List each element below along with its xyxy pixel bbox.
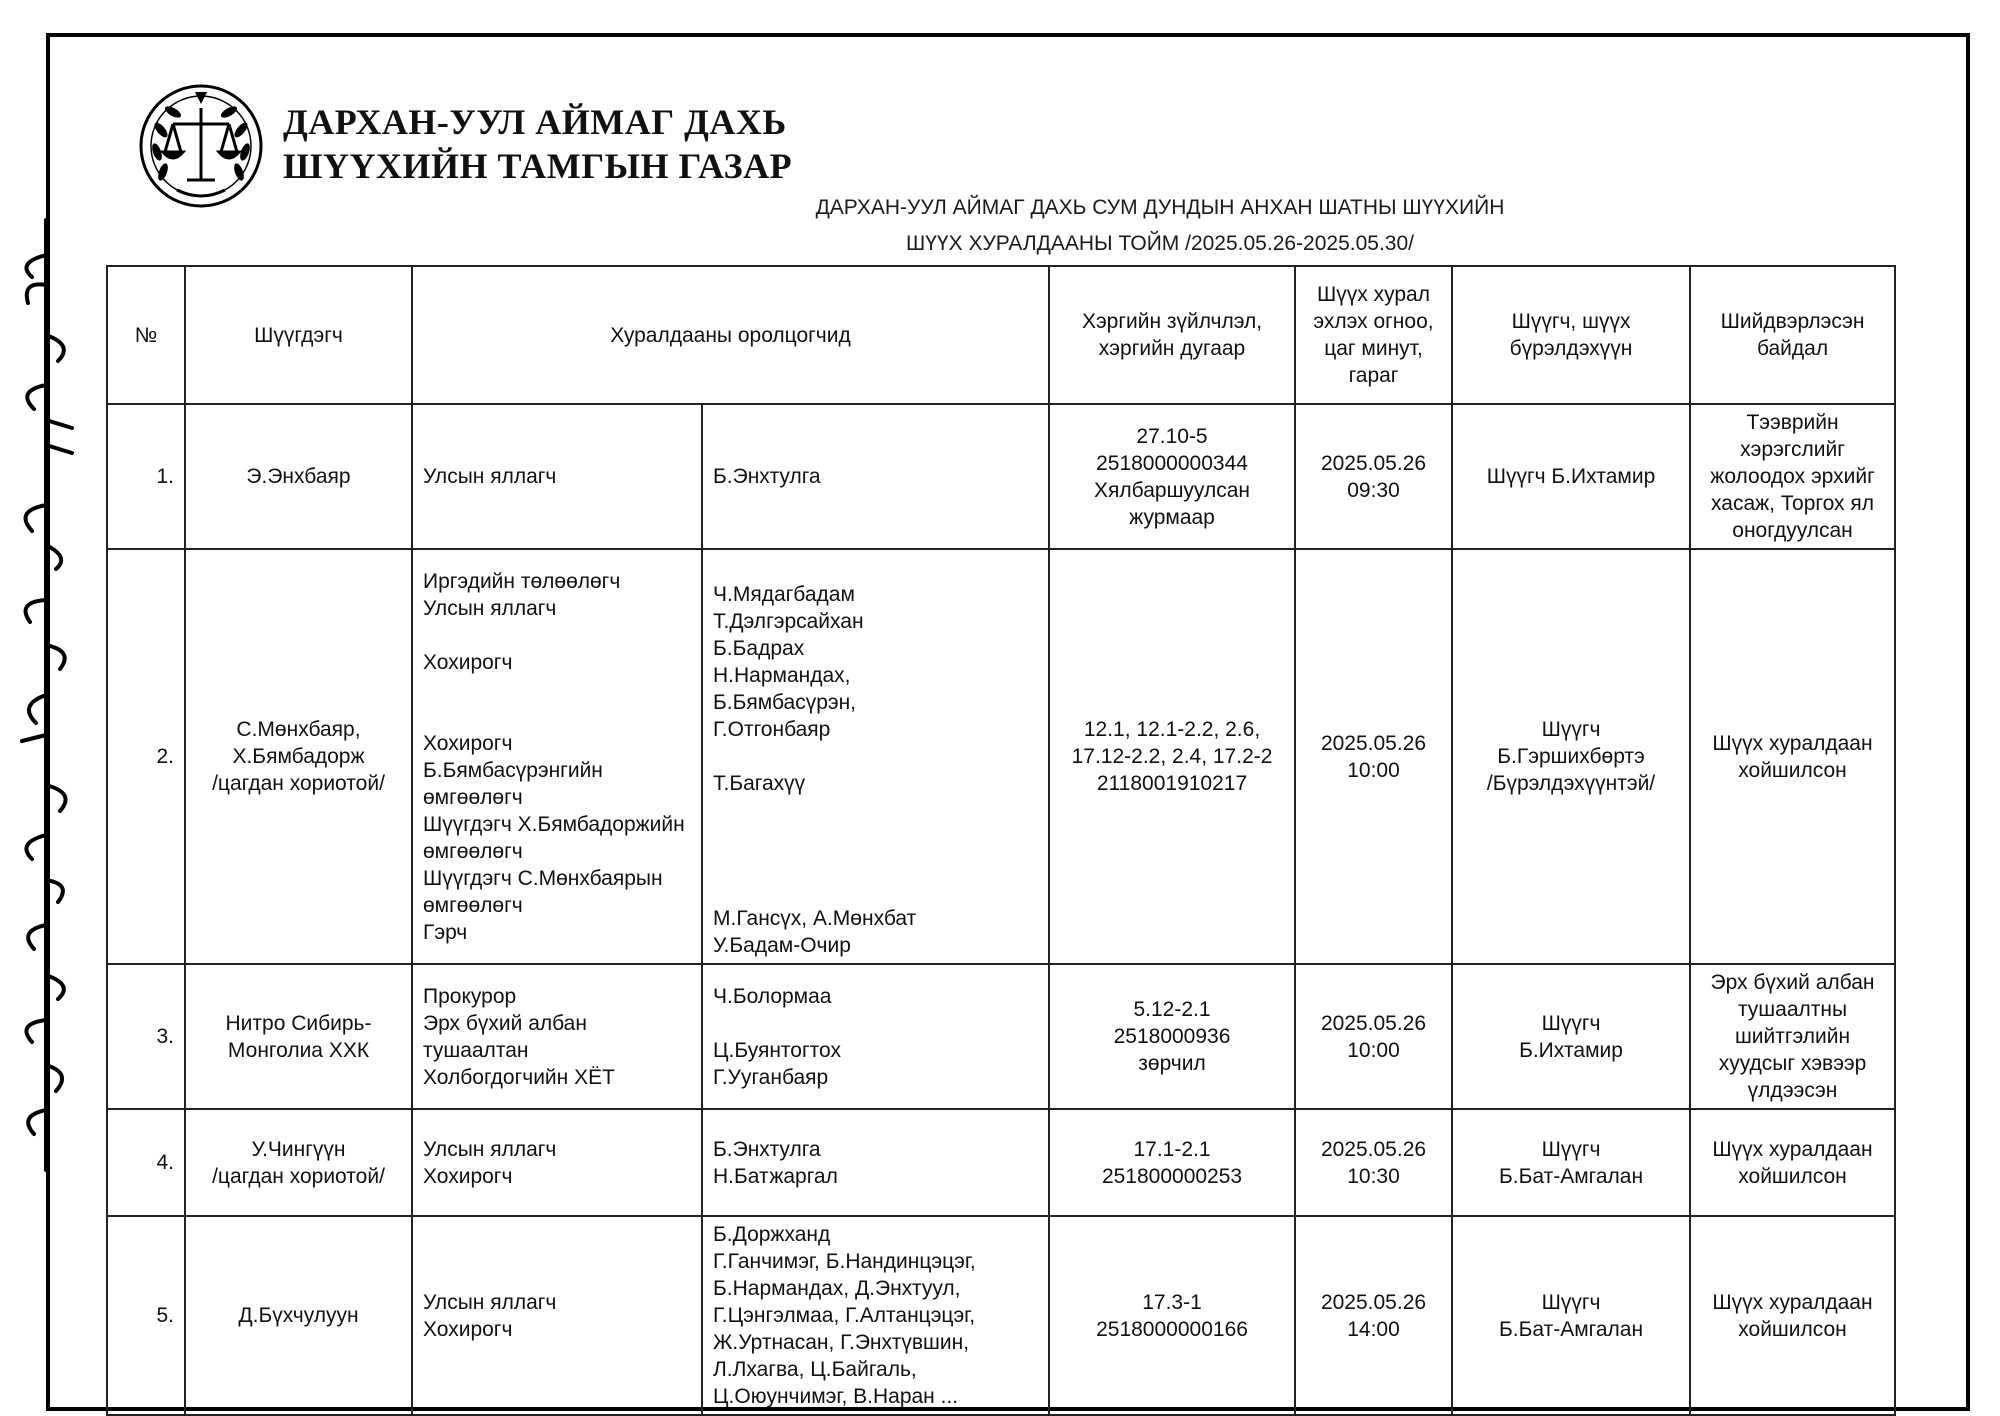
datetime-cell: 2025.05.26 09:30	[1295, 404, 1452, 549]
defendant-cell: С.Мөнхбаяр, Х.Бямбадорж /цагдан хориотой/	[185, 549, 412, 964]
document-title-line2: ШҮҮХ ХУРАЛДААНЫ ТОЙМ /2025.05.26-2025.05.30/	[906, 232, 1414, 255]
datetime-cell: 2025.05.26 10:30	[1295, 1109, 1452, 1216]
case-cell: 27.10-5 2518000000344 Хялбаршуулсан журмаар	[1049, 404, 1295, 549]
column-header-judge: Шүүгч, шүүх бүрэлдэхүүн	[1452, 266, 1690, 404]
document-title-line1: ДАРХАН-УУЛ АЙМАГ ДАХЬ СУМ ДУНДЫН АНХАН ШАТНЫ ШҮҮХИЙН	[815, 196, 1505, 219]
table-header-row	[107, 266, 1895, 404]
case-cell: 12.1, 12.1-2.2, 2.6, 17.12-2.2, 2.4, 17.2-2 2118001910217	[1049, 549, 1295, 964]
document-title	[520, 190, 1800, 262]
decision-cell: Тээврийн хэрэгслийг жолоодох эрхийг хасаж, Торгох ял оногдуулсан	[1690, 404, 1895, 549]
participant-roles-cell: Прокурор Эрх бүхий албан тушаалтан Холбогдогчийн ХЁТ	[412, 964, 702, 1109]
case-cell: 17.1-2.1 251800000253	[1049, 1109, 1295, 1216]
judge-cell: Шүүгч Б.Ихтамир	[1452, 964, 1690, 1109]
defendant-cell: Нитро Сибирь- Монголиа ХХК	[185, 964, 412, 1109]
column-header-case: Хэргийн зүйлчлэл, хэргийн дугаар	[1049, 266, 1295, 404]
row-number: 2.	[107, 549, 185, 964]
column-header-participants: Хуралдааны оролцогчид	[412, 266, 1049, 404]
court-scales-seal-icon	[137, 82, 265, 210]
table-row	[107, 549, 1895, 964]
table-row	[107, 404, 1895, 549]
decision-cell: Шүүх хуралдаан хойшилсон	[1690, 549, 1895, 964]
participant-roles-cell: Иргэдийн төлөөлөгч Улсын яллагч Хохирогч Хохирогч Б.Бямбасүрэнгийн өмгөөлөгч Шүүгдэгч Х.Бямбадоржийн өмгөөлөгч Шүүгдэгч С.Мөнхбаярын өмгөөлөгч Гэрч	[412, 549, 702, 964]
row-number: 3.	[107, 964, 185, 1109]
decision-cell: Шүүх хуралдаан хойшилсон	[1690, 1216, 1895, 1415]
participant-names-cell: Б.Энхтулга Н.Батжаргал	[702, 1109, 1049, 1216]
row-number: 5.	[107, 1216, 185, 1415]
mongolian-script-vertical-text	[0, 215, 92, 1175]
defendant-cell: У.Чингүүн /цагдан хориотой/	[185, 1109, 412, 1216]
defendant-cell: Д.Бүхчулуун	[185, 1216, 412, 1415]
organization-name-line2: ШҮҮХИЙН ТАМГЫН ГАЗАР	[283, 146, 793, 186]
column-header-no: №	[107, 266, 185, 404]
participant-names-cell: Б.Доржханд Г.Ганчимэг, Б.Нандинцэцэг, Б.Нармандах, Д.Энхтуул, Г.Цэнгэлмаа, Г.Алтанцэцэг, Ж.Уртнасан, Г.Энхтүвшин, Л.Лхагва, Ц.Байгаль, Ц.Оюунчимэг, В.Наран ...	[702, 1216, 1049, 1415]
row-number: 1.	[107, 404, 185, 549]
table-row	[107, 1216, 1895, 1415]
table-row	[107, 1109, 1895, 1216]
participant-names-cell: Ч.Мядагбадам Т.Дэлгэрсайхан Б.Бадрах Н.Нармандах, Б.Бямбасүрэн, Г.Отгонбаяр Т.Багахүү М.Гансүх, А.Мөнхбат У.Бадам-Очир	[702, 549, 1049, 964]
column-header-decision: Шийдвэрлэсэн байдал	[1690, 266, 1895, 404]
court-hearings-table	[106, 265, 1896, 1416]
judge-cell: Шүүгч Б.Бат-Амгалан	[1452, 1109, 1690, 1216]
participant-roles-cell: Улсын яллагч Хохирогч	[412, 1216, 702, 1415]
column-header-defendant: Шүүгдэгч	[185, 266, 412, 404]
datetime-cell: 2025.05.26 14:00	[1295, 1216, 1452, 1415]
case-cell: 5.12-2.1 2518000936 зөрчил	[1049, 964, 1295, 1109]
participant-names-cell: Ч.Болормаа Ц.Буянтогтох Г.Ууганбаяр	[702, 964, 1049, 1109]
judge-cell: Шүүгч Б.Бат-Амгалан	[1452, 1216, 1690, 1415]
judge-cell: Шүүгч Б.Гэршихбөртэ /Бүрэлдэхүүнтэй/	[1452, 549, 1690, 964]
organization-name-line1: ДАРХАН-УУЛ АЙМАГ ДАХЬ	[283, 102, 787, 142]
decision-cell: Шүүх хуралдаан хойшилсон	[1690, 1109, 1895, 1216]
datetime-cell: 2025.05.26 10:00	[1295, 964, 1452, 1109]
participant-roles-cell: Улсын яллагч	[412, 404, 702, 549]
decision-cell: Эрх бүхий албан тушаалтны шийтгэлийн хуудсыг хэвээр үлдээсэн	[1690, 964, 1895, 1109]
datetime-cell: 2025.05.26 10:00	[1295, 549, 1452, 964]
row-number: 4.	[107, 1109, 185, 1216]
defendant-cell: Э.Энхбаяр	[185, 404, 412, 549]
table-row	[107, 964, 1895, 1109]
participant-roles-cell: Улсын яллагч Хохирогч	[412, 1109, 702, 1216]
case-cell: 17.3-1 2518000000166	[1049, 1216, 1295, 1415]
organization-name	[283, 100, 792, 188]
judge-cell: Шүүгч Б.Ихтамир	[1452, 404, 1690, 549]
column-header-datetime: Шүүх хурал эхлэх огноо, цаг минут, гараг	[1295, 266, 1452, 404]
participant-names-cell: Б.Энхтулга	[702, 404, 1049, 549]
